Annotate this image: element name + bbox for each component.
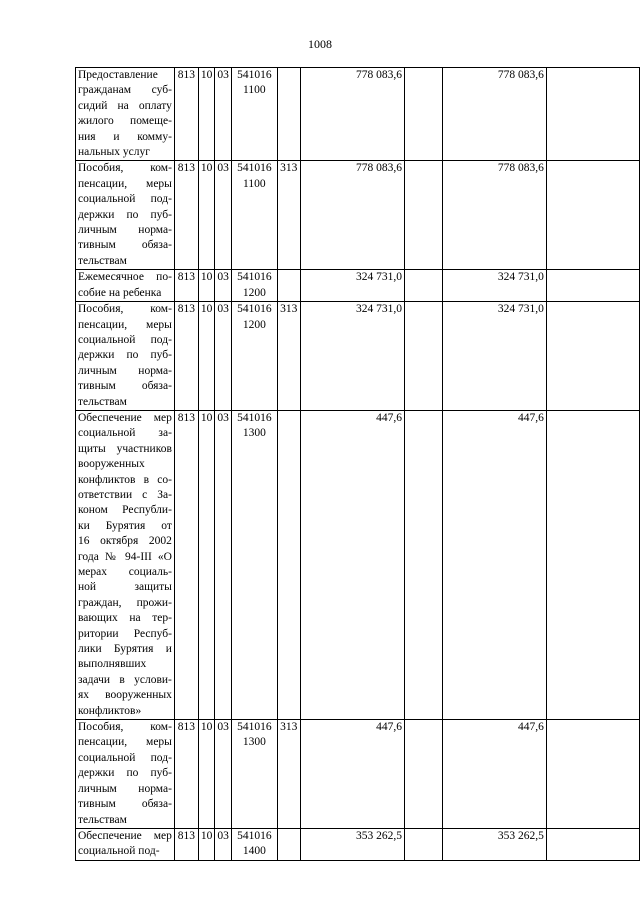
amount-total-cell: 324 731,0 <box>442 270 546 302</box>
expense-type-cell: 313 <box>277 720 300 829</box>
item-name-line: года № 94-III «О <box>78 550 172 563</box>
subsection-code-cell: 03 <box>215 270 232 302</box>
target-article-part: 1300 <box>242 736 266 749</box>
section-code-cell: 10 <box>198 410 215 719</box>
section-code-cell: 10 <box>198 302 215 411</box>
target-article-cell <box>231 828 277 860</box>
item-name-line: жилого помеще- <box>78 115 172 128</box>
target-article-part: 1100 <box>243 84 266 97</box>
expense-type-cell: 313 <box>277 302 300 411</box>
empty-cell <box>546 410 639 719</box>
amount-cell: 778 083,6 <box>300 68 404 161</box>
item-name-line: пенсации, меры <box>78 736 172 749</box>
target-article-part: 1200 <box>242 286 266 299</box>
item-name-line: Ежемесячное по- <box>78 271 172 284</box>
item-name-line: социальной под- <box>78 845 160 858</box>
item-name-line: социальной под- <box>78 333 172 346</box>
target-article-part: 541016 <box>237 271 272 284</box>
item-name-line: коном Республи- <box>78 504 172 517</box>
target-article-part: 541016 <box>237 721 272 734</box>
empty-cell <box>405 161 443 270</box>
target-article-cell <box>231 302 277 411</box>
subsection-code-cell: 03 <box>215 161 232 270</box>
target-article-part: 541016 <box>237 829 272 842</box>
target-article-part: 541016 <box>237 411 272 424</box>
table-row <box>76 410 640 719</box>
amount-total-cell: 778 083,6 <box>442 68 546 161</box>
item-name-line: тивным обяза- <box>78 239 172 252</box>
item-name-line: личным норма- <box>78 364 172 377</box>
item-name-line: ях вооруженных <box>78 689 172 702</box>
item-name-line: вооруженных <box>78 458 145 471</box>
item-name-line: тивным обяза- <box>78 380 172 393</box>
expense-type-cell <box>277 410 300 719</box>
empty-cell <box>546 68 639 161</box>
section-code-cell: 10 <box>198 68 215 161</box>
empty-cell <box>405 410 443 719</box>
table-row <box>76 828 640 860</box>
section-code-cell: 10 <box>198 270 215 302</box>
ministry-code-cell: 813 <box>174 270 198 302</box>
amount-total-cell: 447,6 <box>442 720 546 829</box>
amount-cell: 324 731,0 <box>300 270 404 302</box>
target-article-part: 541016 <box>237 162 272 175</box>
item-name-line: собие на ребенка <box>78 286 162 299</box>
subsection-code-cell: 03 <box>215 410 232 719</box>
table-body <box>76 68 640 861</box>
item-name-line: социальной под- <box>78 193 172 206</box>
target-article-part: 1300 <box>242 427 266 440</box>
item-name-line: личным норма- <box>78 782 172 795</box>
section-code-cell: 10 <box>198 161 215 270</box>
empty-cell <box>405 270 443 302</box>
empty-cell <box>405 68 443 161</box>
target-article-cell <box>231 270 277 302</box>
item-name-line: ной защиты <box>78 581 172 594</box>
empty-cell <box>546 302 639 411</box>
item-name-line: социальной за- <box>78 427 172 440</box>
empty-cell <box>405 720 443 829</box>
empty-cell <box>546 270 639 302</box>
item-name-line: лики Бурятия и <box>78 643 172 656</box>
amount-total-cell: 778 083,6 <box>442 161 546 270</box>
target-article-cell <box>231 720 277 829</box>
item-name-line: пенсации, меры <box>78 318 172 331</box>
item-name-line: тельствам <box>78 254 127 267</box>
item-name-line: конфликтов» <box>78 704 142 717</box>
ministry-code-cell: 813 <box>174 161 198 270</box>
section-code-cell: 10 <box>198 720 215 829</box>
item-name-line: задачи в услови- <box>78 673 172 686</box>
section-code-cell: 10 <box>198 828 215 860</box>
amount-cell: 353 262,5 <box>300 828 404 860</box>
item-name-cell <box>76 68 175 161</box>
amount-total-cell: 353 262,5 <box>442 828 546 860</box>
item-name-line: ния и комму- <box>78 130 172 143</box>
item-name-line: мерах социаль- <box>78 566 172 578</box>
target-article-part: 541016 <box>237 69 272 81</box>
item-name-line: тивным обяза- <box>78 798 172 811</box>
target-article-part: 1100 <box>243 177 266 190</box>
item-name-line: вающих на тер- <box>78 612 172 625</box>
expense-type-cell <box>277 828 300 860</box>
empty-cell <box>405 302 443 411</box>
ministry-code-cell: 813 <box>174 302 198 411</box>
item-name-line: выполнявших <box>78 658 147 671</box>
subsection-code-cell: 03 <box>215 828 232 860</box>
empty-cell <box>546 161 639 270</box>
target-article-cell <box>231 161 277 270</box>
item-name-line: Предоставление <box>78 69 158 81</box>
item-name-line: 16 октября 2002 <box>78 535 172 548</box>
subsection-code-cell: 03 <box>215 720 232 829</box>
item-name-line: щиты участников <box>78 442 172 455</box>
ministry-code-cell: 813 <box>174 410 198 719</box>
expense-type-cell <box>277 270 300 302</box>
item-name-line: ответствии с За- <box>78 488 172 501</box>
amount-total-cell: 324 731,0 <box>442 302 546 411</box>
table-row <box>76 68 640 161</box>
table-row <box>76 302 640 411</box>
item-name-line: нальных услуг <box>78 146 150 159</box>
amount-cell: 447,6 <box>300 410 404 719</box>
item-name-line: тельствам <box>78 813 127 826</box>
item-name-cell <box>76 161 175 270</box>
item-name-line: социальной под- <box>78 751 172 764</box>
item-name-cell <box>76 270 175 302</box>
item-name-line: личным норма- <box>78 224 172 237</box>
item-name-cell <box>76 828 175 860</box>
item-name-line: Обеспечение мер <box>78 411 172 424</box>
target-article-cell <box>231 68 277 161</box>
item-name-line: ритории Респуб- <box>78 627 172 640</box>
item-name-line: ки Бурятия от <box>78 519 172 532</box>
item-name-line: конфликтов в со- <box>78 473 172 486</box>
amount-cell: 447,6 <box>300 720 404 829</box>
expense-type-cell: 313 <box>277 161 300 270</box>
item-name-cell <box>76 302 175 411</box>
subsection-code-cell: 03 <box>215 302 232 411</box>
amount-total-cell: 447,6 <box>442 410 546 719</box>
empty-cell <box>546 720 639 829</box>
table-row <box>76 720 640 829</box>
empty-cell <box>546 828 639 860</box>
item-name-line: Пособия, ком- <box>78 721 172 734</box>
item-name-cell <box>76 410 175 719</box>
item-name-line: сидий на оплату <box>78 99 172 112</box>
item-name-line: гражданам суб- <box>78 84 172 97</box>
item-name-line: держки по пуб- <box>78 349 172 362</box>
item-name-line: тельствам <box>78 395 127 408</box>
amount-cell: 778 083,6 <box>300 161 404 270</box>
subsection-code-cell: 03 <box>215 68 232 161</box>
ministry-code-cell: 813 <box>174 828 198 860</box>
empty-cell <box>405 828 443 860</box>
item-name-line: Пособия, ком- <box>78 162 172 175</box>
budget-table <box>75 67 640 861</box>
item-name-line: граждан, прожи- <box>78 596 172 609</box>
item-name-line: Пособия, ком- <box>78 303 172 316</box>
page-number: 1008 <box>308 37 332 51</box>
target-article-part: 1400 <box>242 845 266 858</box>
item-name-cell <box>76 720 175 829</box>
ministry-code-cell: 813 <box>174 68 198 161</box>
ministry-code-cell: 813 <box>174 720 198 829</box>
table-row <box>76 270 640 302</box>
item-name-line: держки по пуб- <box>78 208 172 221</box>
table-row <box>76 161 640 270</box>
target-article-part: 1200 <box>242 318 266 331</box>
item-name-line: пенсации, меры <box>78 177 172 190</box>
item-name-line: держки по пуб- <box>78 767 172 780</box>
item-name-line: Обеспечение мер <box>78 829 172 842</box>
target-article-cell <box>231 410 277 719</box>
amount-cell: 324 731,0 <box>300 302 404 411</box>
target-article-part: 541016 <box>237 303 272 316</box>
expense-type-cell <box>277 68 300 161</box>
